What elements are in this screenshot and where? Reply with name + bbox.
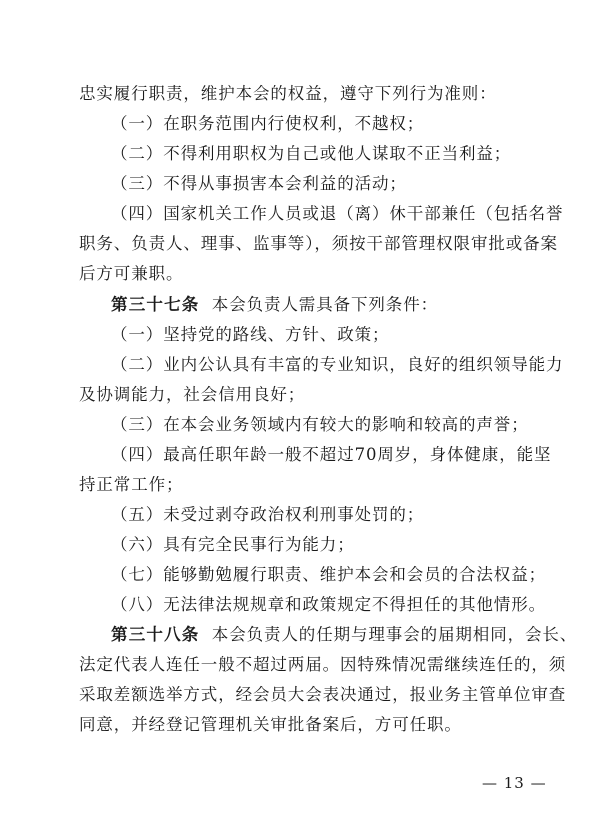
text-line: （二）业内公认具有丰富的专业知识，良好的组织领导能力 [111,355,564,374]
article-37-label: 第三十七条 [111,295,200,314]
text-line: 持正常工作； [79,475,184,494]
text-line: 后方可兼职。 [79,264,184,283]
text-line: 及协调能力，社会信用良好； [79,385,306,404]
text-line: （五）未受过剥夺政治权利刑事处罚的； [111,505,425,524]
text-line: 法定代表人连任一般不超过两届。因特殊情况需继续连任的，须 [79,655,567,674]
article-38-heading [111,625,577,645]
text-line: 本会负责人需具备下列条件： [211,295,438,314]
text-line: （三）在本会业务领域内有较大的影响和较高的声誉； [111,415,529,434]
page-number: — 13 — [482,774,547,792]
text-line: 本会负责人的任期与理事会的届期相同，会长、 [211,625,578,644]
text-line: （一）在职务范围内行使权利，不越权； [111,114,425,133]
text-line: （二）不得利用职权为自己或他人谋取不正当利益； [111,144,512,163]
text-line: 忠实履行职责，维护本会的权益，遵守下列行为准则： [79,84,497,103]
text-line: （四）国家机关工作人员或退（离）休干部兼任（包括名誉 [111,204,564,223]
text-line: 采取差额选举方式，经会员大会表决通过，报业务主管单位审查 [79,685,567,704]
text-line: （六）具有完全民事行为能力； [111,535,355,554]
article-37-heading [111,295,438,315]
text-line: （四）最高任职年龄一般不超过70周岁，身体健康，能坚 [111,445,552,464]
text-line: 同意，并经登记管理机关审批备案后，方可任职。 [79,715,462,734]
text-line: （三）不得从事损害本会利益的活动； [111,174,407,193]
text-line: （一）坚持党的路线、方针、政策； [111,325,390,344]
article-38-label: 第三十八条 [111,625,200,644]
text-line: （八）无法律法规规章和政策规定不得担任的其他情形。 [111,595,546,614]
text-line: 职务、负责人、理事、监事等），须按干部管理权限审批或备案 [79,234,558,253]
text-line: （七）能够勤勉履行职责、维护本会和会员的合法权益； [111,565,546,584]
